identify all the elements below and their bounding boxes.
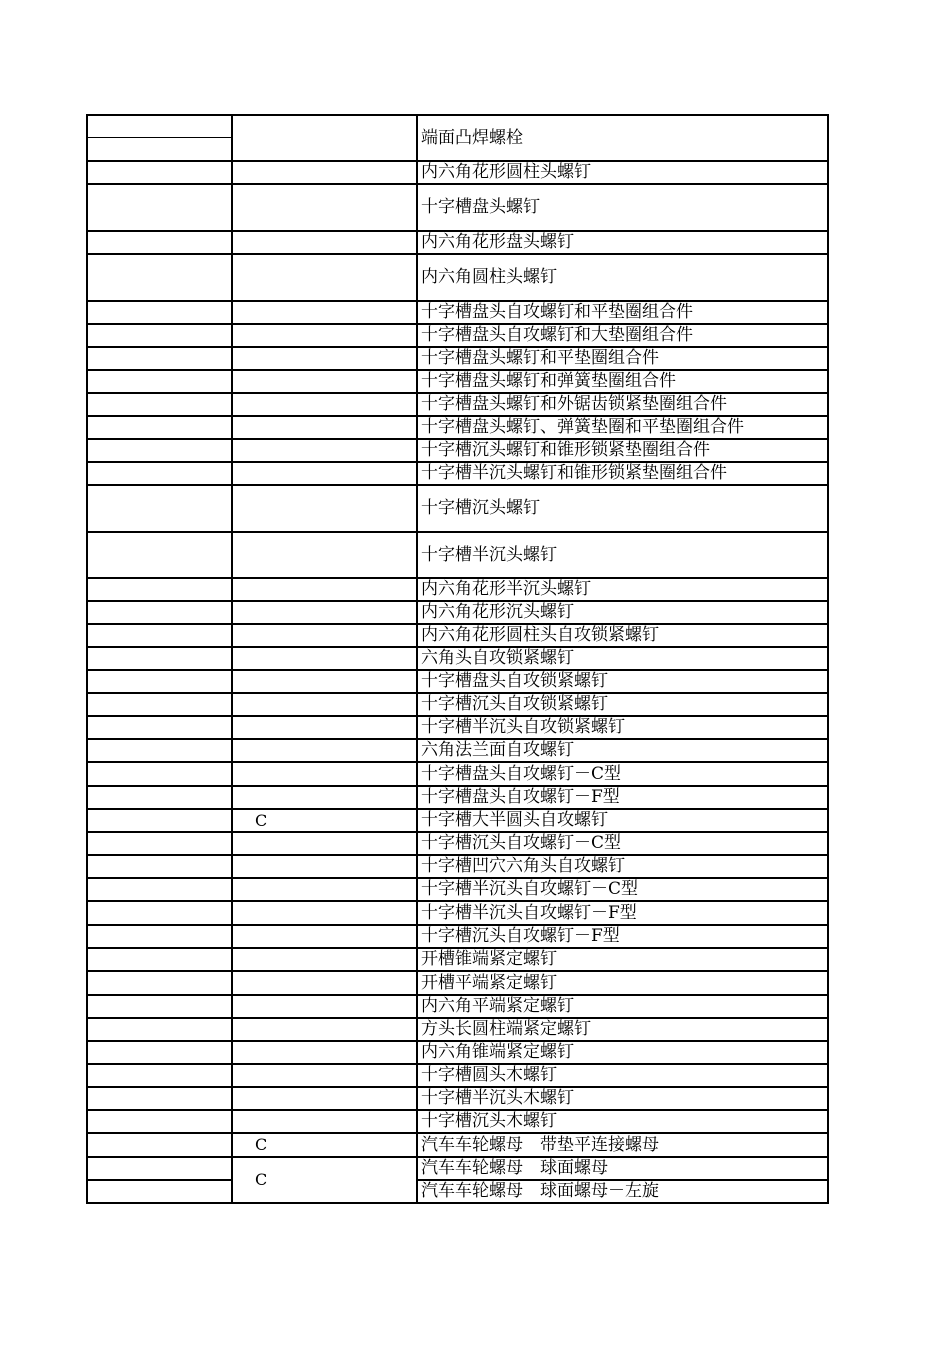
fastener-name-cell: 内六角花形圆柱头自攻锁紧螺钉 (421, 625, 659, 645)
code-cell (233, 1087, 416, 1110)
fastener-name-cell: 六角法兰面自攻螺钉 (421, 740, 574, 760)
fastener-name-cell: 开槽平端紧定螺钉 (421, 972, 557, 993)
code-cell (233, 716, 416, 739)
fastener-name-cell: 内六角平端紧定螺钉 (421, 996, 574, 1016)
fastener-name-cell: 内六角花形沉头螺钉 (421, 602, 574, 622)
code-cell (233, 855, 416, 878)
code-cell: C (255, 810, 268, 830)
fastener-name-cell: 内六角锥端紧定螺钉 (421, 1042, 574, 1062)
code-cell (233, 925, 416, 948)
code-cell (233, 184, 416, 231)
code-cell (233, 995, 416, 1018)
code-cell (233, 1041, 416, 1064)
fastener-name-cell: 十字槽盘头自攻锁紧螺钉 (421, 671, 608, 691)
code-cell (233, 462, 416, 485)
code-cell (233, 485, 416, 532)
fastener-name-cell: 方头长圆柱端紧定螺钉 (421, 1019, 591, 1039)
fastener-name-cell: 内六角花形圆柱头螺钉 (421, 162, 591, 182)
fastener-name-cell: 十字槽盘头螺钉 (421, 197, 540, 217)
fastener-name-cell: 汽车车轮螺母 带垫平连接螺母 (421, 1134, 659, 1155)
code-cell: C (255, 1170, 268, 1189)
fastener-name-cell: 十字槽半沉头螺钉 (421, 544, 557, 565)
code-cell (233, 1018, 416, 1041)
code-cell (233, 301, 416, 324)
code-cell (233, 532, 416, 578)
code-cell (233, 739, 416, 762)
fastener-name-cell: 内六角花形半沉头螺钉 (421, 579, 591, 599)
code-cell (233, 901, 416, 925)
fastener-name-cell: 十字槽盘头自攻螺钉－F型 (421, 787, 620, 807)
fastener-name-cell: 十字槽沉头自攻螺钉－C型 (421, 833, 622, 853)
fastener-name-cell: 十字槽沉头螺钉 (421, 498, 540, 518)
fastener-name-cell: 十字槽半沉头木螺钉 (421, 1088, 574, 1108)
code-cell (233, 231, 416, 254)
fastener-name-cell: 开槽锥端紧定螺钉 (421, 949, 557, 969)
fastener-name-cell: 十字槽大半圆头自攻螺钉 (421, 810, 608, 830)
code-cell (233, 647, 416, 670)
code-cell (233, 670, 416, 693)
code-cell (233, 578, 416, 601)
fastener-name-cell: 十字槽凹穴六角头自攻螺钉 (421, 856, 625, 876)
fastener-name-cell: 十字槽盘头螺钉和弹簧垫圈组合件 (421, 371, 676, 391)
fastener-name-cell: 十字槽沉头木螺钉 (421, 1111, 557, 1131)
fastener-name-cell: 内六角圆柱头螺钉 (421, 267, 557, 287)
code-cell (233, 370, 416, 393)
code-cell (233, 762, 416, 786)
code-cell (233, 393, 416, 416)
row-divider (86, 1179, 231, 1181)
fastener-name-cell: 十字槽半沉头自攻螺钉－F型 (421, 902, 637, 923)
code-cell (233, 948, 416, 971)
fastener-name-cell: 十字槽半沉头螺钉和锥形锁紧垫圈组合件 (421, 463, 727, 483)
code-cell (233, 601, 416, 624)
fastener-name-cell: 十字槽沉头自攻螺钉－F型 (421, 926, 620, 946)
fastener-name-cell: 端面凸焊螺栓 (421, 127, 523, 148)
row-split-divider (86, 137, 231, 138)
fastener-name-cell: 十字槽半沉头自攻锁紧螺钉 (421, 717, 625, 737)
fastener-name-cell: 十字槽半沉头自攻螺钉－C型 (421, 879, 639, 899)
fastener-name-cell: 六角头自攻锁紧螺钉 (421, 648, 574, 668)
code-cell (233, 786, 416, 809)
code-cell (233, 1110, 416, 1133)
code-cell (233, 324, 416, 347)
fastener-name-cell: 内六角花形盘头螺钉 (421, 232, 574, 252)
fastener-name-cell: 十字槽盘头螺钉和外锯齿锁紧垫圈组合件 (421, 394, 727, 414)
code-cell (233, 878, 416, 901)
fastener-name-cell: 十字槽盘头自攻螺钉－C型 (421, 763, 622, 784)
fastener-name-cell: 十字槽盘头螺钉和平垫圈组合件 (421, 348, 659, 368)
fastener-name-cell: 十字槽盘头螺钉、弹簧垫圈和平垫圈组合件 (421, 417, 744, 437)
code-cell (233, 832, 416, 855)
code-cell (233, 1064, 416, 1087)
code-cell (233, 347, 416, 370)
code-cell: C (255, 1135, 268, 1154)
code-cell (233, 624, 416, 647)
code-cell (233, 416, 416, 439)
code-cell (233, 439, 416, 462)
fastener-name-cell: 十字槽盘头自攻螺钉和大垫圈组合件 (421, 325, 693, 345)
code-cell (233, 254, 416, 301)
fastener-name-cell: 十字槽圆头木螺钉 (421, 1065, 557, 1085)
fastener-name-cell: 十字槽沉头螺钉和锥形锁紧垫圈组合件 (421, 440, 710, 460)
fastener-name-cell: 汽车车轮螺母 球面螺母－左旋 (421, 1181, 659, 1201)
fastener-name-cell: 汽车车轮螺母 球面螺母 (421, 1158, 608, 1178)
code-cell (233, 161, 416, 184)
code-cell (233, 693, 416, 716)
code-cell (233, 115, 416, 161)
fastener-name-cell: 十字槽沉头自攻锁紧螺钉 (421, 694, 608, 714)
code-cell (233, 971, 416, 995)
fastener-name-cell: 十字槽盘头自攻螺钉和平垫圈组合件 (421, 302, 693, 322)
